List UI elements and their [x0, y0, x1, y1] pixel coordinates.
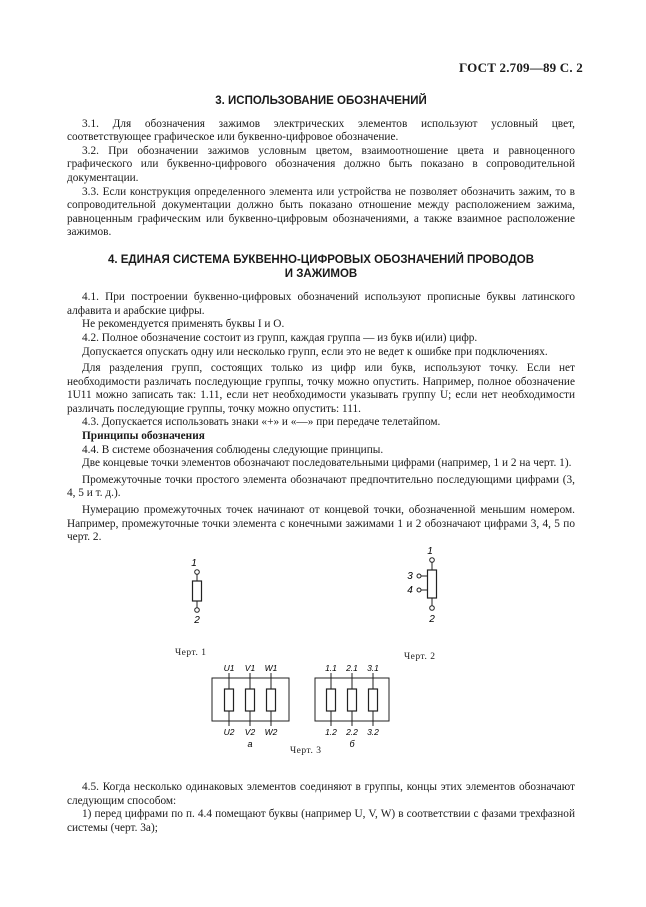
figure-2-caption: Черт. 2	[404, 651, 436, 662]
section-4-title-line2: И ЗАЖИМОВ	[284, 267, 358, 280]
paragraph-4-4-intermediate: Промежуточные точки простого элемента обозначают предпочтительно последующими цифрами (3, 4, 5 и т. д.).	[67, 473, 575, 500]
paragraph-4-4: 4.4. В системе обозначения соблюдены следующие принципы.	[82, 443, 384, 456]
fig3a-bottom-3: W2	[264, 726, 278, 737]
subheading-principles: Принципы обозначения	[82, 430, 205, 443]
paragraph-4-1-note: Не рекомендуется применять буквы I и O.	[82, 318, 285, 331]
page-header: ГОСТ 2.709—89 С. 2	[458, 60, 583, 75]
paragraph-4-3: 4.3. Допускается использовать знаки «+» и «—» при передаче телетайпом.	[82, 416, 441, 429]
fig3b-top-1: 1.1	[325, 662, 337, 673]
fig2-label-top: 1	[427, 545, 433, 557]
fig3a-bottom-2: V2	[244, 726, 256, 737]
paragraph-3-1: 3.1. Для обозначения зажимов электрических элементов используют условный цвет, соответствующее графическое или буквенно-цифровое обозначение.	[67, 117, 575, 144]
figure-2-diagram	[397, 543, 457, 643]
fig3b-top-3: 3.1	[367, 662, 379, 673]
section-4-title-line1: 4. ЕДИНАЯ СИСТЕМА БУКВЕННО-ЦИФРОВЫХ ОБОЗНАЧЕНИЙ ПРОВОДОВ	[107, 253, 535, 266]
figure-1-diagram	[167, 555, 227, 635]
fig1-label-top: 1	[191, 557, 197, 569]
fig3a-top-3: W1	[264, 662, 278, 673]
fig3b-bottom-1: 1.2	[325, 726, 337, 737]
paragraph-3-2: 3.2. При обозначении зажимов условным цветом, взаимоотношение цвета и равноценного графического или буквенно-цифрового обозначения должно быть показано в сопроводительной документации.	[67, 144, 575, 184]
paragraph-4-1: 4.1. При построении буквенно-цифровых обозначений используют прописные буквы латинского алфавита и арабские цифры.	[67, 291, 575, 317]
fig3a-bottom-1: U2	[223, 726, 235, 737]
fig2-label-3: 3	[407, 570, 413, 582]
paragraph-4-4-endpoints: Две концевые точки элементов обозначают последовательными цифрами (например, 1 и 2 на черт. 1).	[82, 457, 572, 470]
fig3b-elements	[327, 673, 378, 726]
fig3a-top-1: U1	[223, 662, 235, 673]
paragraph-4-5: 4.5. Когда несколько одинаковых элементов соединяют в группы, концы этих элементов обозначают следующим способом:	[67, 781, 575, 807]
paragraph-4-5-item-1: 1) перед цифрами по п. 4.4 помещают буквы (например U, V, W) в соответствии с фазами трехфазной системы (черт. 3а);	[67, 808, 575, 834]
fig3b-bottom-2: 2.2	[346, 726, 358, 737]
fig3a-elements	[225, 673, 276, 726]
figures-area	[67, 545, 575, 751]
fig2-label-bottom: 2	[429, 613, 435, 625]
figure-3-caption: Черт. 3	[290, 746, 322, 756]
fig1-label-bottom: 2	[194, 614, 200, 626]
figure-1-caption: Черт. 1	[175, 647, 207, 658]
fig3b-bottom-3: 3.2	[367, 726, 379, 737]
paragraph-4-2-groups: Для разделения групп, состоящих только из цифр или букв, используют точку. Если нет необходимости различать последующие группы, точку можно опустить. Например, полное обозначение 1U11 можно записать так: 1.11, если нет необходимости указывать группу U; если нет необходимости различать последующие группы, точку можно опустить: 111.	[67, 362, 575, 415]
fig3b-top-2: 2.1	[346, 662, 358, 673]
paragraph-3-3: 3.3. Если конструкция определенного элемента или устройства не позволяет обозначить зажим, то в сопроводительной документации должно быть показано отношение между расположением зажима, равноценным графическим или буквенно-цифровым обозначениями, а также взаимное расположение зажимов.	[67, 185, 575, 239]
fig3a-top-2: V1	[244, 662, 256, 673]
fig3a-label: а	[247, 738, 253, 749]
document-body-continued	[67, 781, 575, 835]
fig2-label-4: 4	[407, 584, 413, 596]
document-body	[67, 95, 575, 751]
fig3b-label: б	[349, 738, 355, 749]
figure-3-diagram	[207, 663, 427, 753]
paragraph-4-2: 4.2. Полное обозначение состоит из групп, каждая группа — из букв и(или) цифр.	[82, 331, 478, 344]
section-3-title: 3. ИСПОЛЬЗОВАНИЕ ОБОЗНАЧЕНИЙ	[215, 95, 427, 107]
paragraph-4-2-note: Допускается опускать одну или несколько групп, если это не ведет к ошибке при подключениях.	[82, 345, 548, 358]
paragraph-4-4-numbering: Нумерацию промежуточных точек начинают от концевой точки, обозначенной меньшим номером. Например, промежуточные точки элемента с конечными зажимами 1 и 2 обозначают цифрами 3, 4, 5 по черт. 2.	[67, 504, 575, 544]
